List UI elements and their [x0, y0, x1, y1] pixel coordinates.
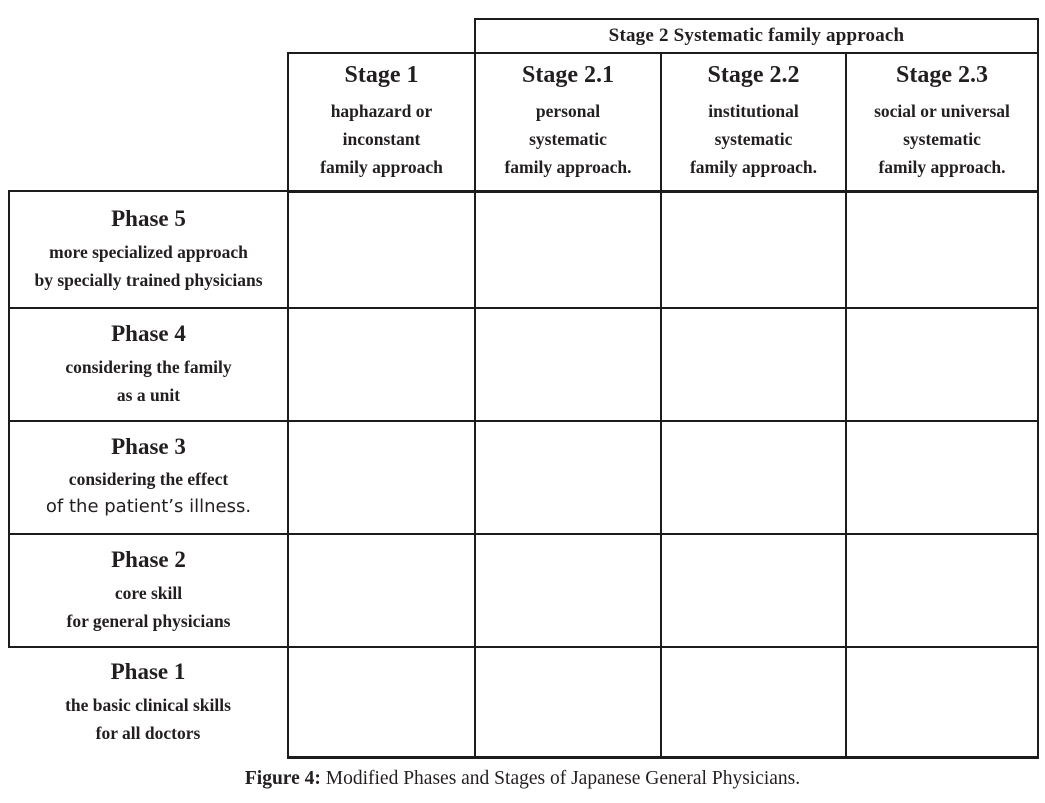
phase-subtitle-line: more specialized approach [49, 241, 248, 262]
grid-cell [288, 534, 475, 647]
figure-caption-text: Modified Phases and Stages of Japanese General Physicians. [320, 768, 801, 789]
stage2-banner: Stage 2 Systematic family approach [475, 19, 1038, 53]
phase-subtitle-line: for general physicians [66, 610, 231, 631]
stage-subtitle-line: family approach. [689, 157, 818, 178]
phase-subtitle-line: of the patient’s illness. [45, 496, 252, 518]
grid-cell [846, 647, 1038, 757]
stage-subtitle-line: haphazard or [330, 100, 433, 121]
stage-subtitle-line: inconstant [342, 128, 421, 149]
phase-title: Phase 4 [111, 321, 186, 347]
grid-cell [661, 191, 846, 308]
stage-title: Stage 2.1 [522, 61, 614, 88]
phase-subtitle-line: for all doctors [95, 722, 201, 743]
grid-cell [661, 308, 846, 421]
row-header-phase-4 [9, 308, 288, 421]
grid-cell [846, 421, 1038, 534]
phase-subtitle-line: by specially trained physicians [34, 269, 263, 290]
phase-subtitle-line: considering the effect [68, 469, 229, 490]
grid-cell [475, 191, 661, 308]
stage-subtitle-line: systematic [529, 128, 607, 149]
figure-caption [0, 768, 1045, 790]
grid-cell [661, 534, 846, 647]
col-header-stage-1 [288, 53, 475, 191]
grid-cell [846, 191, 1038, 308]
grid-cell [288, 647, 475, 757]
phase-title: Phase 5 [111, 206, 186, 232]
stage-title: Stage 2.3 [896, 61, 988, 88]
phases-stages-table [8, 18, 1039, 759]
col-header-stage-2-3 [846, 53, 1038, 191]
phase-subtitle-line: core skill [114, 582, 183, 603]
banner-spacer [9, 19, 475, 53]
grid-cell [846, 308, 1038, 421]
stage-subtitle-line: family approach. [504, 157, 632, 178]
grid-cell [288, 421, 475, 534]
grid-cell [475, 647, 661, 757]
phase-subtitle-line: considering the family [65, 356, 232, 377]
grid-cell [661, 647, 846, 757]
stage-title: Stage 1 [344, 61, 419, 88]
row-header-phase-1 [9, 647, 288, 757]
col-header-stage-2-1 [475, 53, 661, 191]
phase-subtitle-line: as a unit [116, 384, 181, 405]
stage-subtitle-line: social or universal [874, 100, 1010, 121]
grid-cell [475, 421, 661, 534]
grid-cell [288, 308, 475, 421]
figure-caption-label: Figure 4: [244, 768, 321, 789]
grid-cell [475, 308, 661, 421]
stage-subtitle-line: systematic [714, 128, 793, 149]
stage-subtitle-line: family approach [320, 157, 443, 178]
grid-cell [288, 191, 475, 308]
row-header-phase-3 [9, 421, 288, 534]
stage-subtitle-line: institutional [708, 100, 799, 121]
grid-cell [846, 534, 1038, 647]
row-header-phase-2 [9, 534, 288, 647]
grid-cell [475, 534, 661, 647]
row-header-phase-5 [9, 191, 288, 308]
col-header-stage-2-2 [661, 53, 846, 191]
phase-subtitle-line: the basic clinical skills [65, 694, 231, 715]
stage-title: Stage 2.2 [707, 61, 800, 88]
phase-title: Phase 2 [111, 547, 186, 573]
phase-title: Phase 1 [110, 659, 186, 685]
stage-subtitle-line: systematic [903, 128, 981, 149]
header-spacer [9, 53, 288, 191]
grid-cell [661, 421, 846, 534]
stage-subtitle-line: personal [535, 100, 601, 121]
phase-title: Phase 3 [111, 433, 186, 459]
stage-subtitle-line: family approach. [878, 157, 1006, 178]
